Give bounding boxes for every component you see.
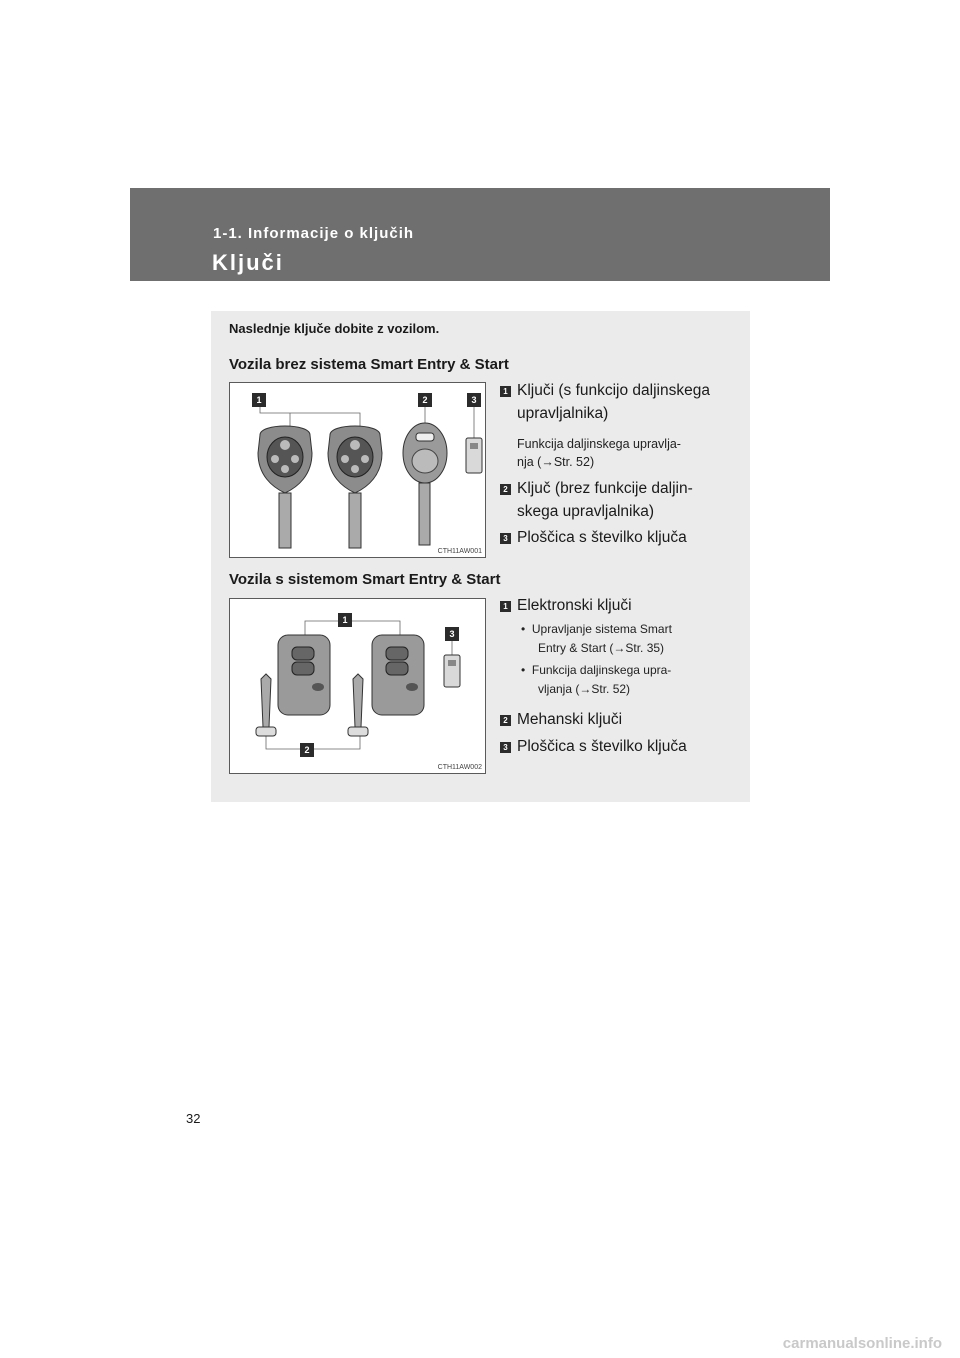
item-number: 3 [500, 742, 511, 753]
callout-3: 3 [445, 627, 459, 641]
list-item: 2 Ključ (brez funkcije daljin- skega upravljalnika) [500, 477, 750, 523]
callout-3: 3 [467, 393, 481, 407]
callout-1: 1 [252, 393, 266, 407]
figure-keys-without-smart-entry [229, 382, 486, 558]
smart-keys-illustration [230, 599, 485, 773]
list-item: 2 Mehanski ključi [500, 708, 750, 731]
item-number: 2 [500, 484, 511, 495]
intro-text: Naslednje ključe dobite z vozilom. [229, 321, 440, 336]
remote-key-2-icon [328, 426, 382, 548]
list-item: 1 Ključi (s funkcijo daljinskega upravljalnika) [500, 379, 750, 425]
list-item: 3 Ploščica s številko ključa [500, 526, 750, 549]
figure-code: CTH11AW001 [437, 548, 482, 555]
smart-key-2-icon [372, 635, 424, 715]
heading-with-smart-entry: Vozila s sistemom Smart Entry & Start [229, 571, 501, 588]
remote-key-1-icon [258, 426, 312, 548]
keys-illustration [230, 383, 485, 557]
list-item: 1 Elektronski ključi [500, 594, 750, 617]
content-panel [211, 311, 750, 802]
item-number: 2 [500, 715, 511, 726]
mechanical-key-blade-2-icon [348, 674, 368, 736]
bullet-item: • Funkcija daljinskega upra- vljanja (→Str. 52) [521, 663, 672, 696]
callout-2: 2 [418, 393, 432, 407]
mechanical-key-blade-1-icon [256, 674, 276, 736]
mechanical-key-icon [403, 423, 447, 545]
heading-without-smart-entry: Vozila brez sistema Smart Entry & Start [229, 356, 509, 373]
figure-keys-with-smart-entry [229, 598, 486, 774]
item-number: 3 [500, 533, 511, 544]
figure-code: CTH11AW002 [437, 764, 482, 771]
smart-key-1-icon [278, 635, 330, 715]
page-number: 32 [186, 1111, 201, 1126]
watermark: carmanualsonline.info [782, 1335, 942, 1352]
bullet-item: • Upravljanje sistema Smart Entry & Start (→Str. 35) [521, 622, 672, 655]
item-note: Funkcija daljinskega upravlja- nja (→Str. 52) [517, 437, 681, 469]
item-number: 1 [500, 601, 511, 612]
page-title: Ključi [212, 250, 284, 275]
chapter-header [130, 188, 830, 281]
list-item: 3 Ploščica s številko ključa [500, 735, 750, 758]
section-label: 1-1. Informacije o ključih [213, 225, 415, 242]
key-number-plate-icon [466, 438, 482, 473]
key-number-plate-icon [444, 641, 460, 687]
item-number: 1 [500, 386, 511, 397]
callout-1: 1 [338, 613, 352, 627]
callout-2: 2 [300, 743, 314, 757]
